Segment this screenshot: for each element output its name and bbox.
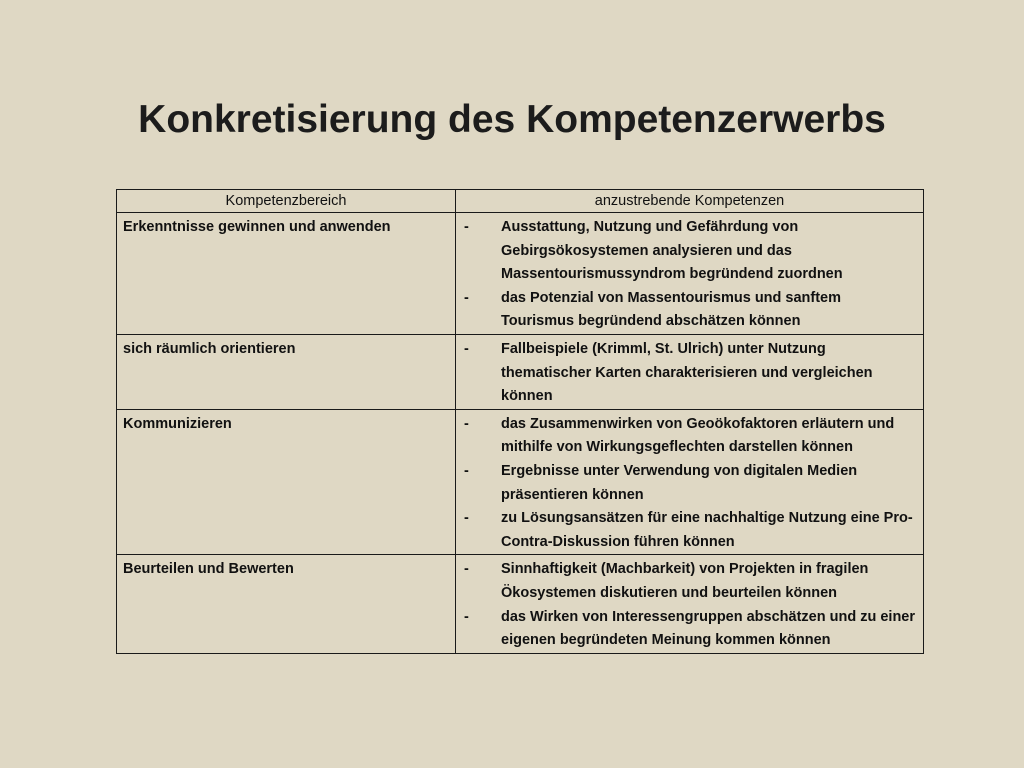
- list-item: [464, 287, 917, 334]
- list-item: [464, 507, 917, 554]
- bullet-dash: -: [464, 415, 469, 432]
- competence-list: [464, 335, 917, 409]
- competence-text: das Zusammenwirken von Geoökofaktoren erläutern und mithilfe von Wirkungsgeflechten darstellen können: [501, 415, 895, 456]
- list-item: [464, 460, 917, 507]
- competence-list: [464, 555, 917, 652]
- competences-cell: [456, 213, 924, 335]
- table-row: [117, 555, 924, 653]
- competences-cell: [456, 409, 924, 555]
- competence-text: das Potenzial von Massentourismus und sanftem Tourismus begründend abschätzen können: [501, 289, 842, 330]
- table-row: [117, 334, 924, 409]
- bullet-dash: -: [464, 340, 469, 357]
- header-competences: anzustrebende Kompetenzen: [456, 190, 924, 213]
- bullet-dash: -: [464, 219, 469, 235]
- competence-list: [464, 410, 917, 555]
- bullet-dash: -: [464, 510, 469, 527]
- area-cell: sich räumlich orientieren: [117, 334, 456, 409]
- header-area: Kompetenzbereich: [117, 190, 456, 213]
- bullet-dash: -: [464, 289, 469, 306]
- competences-cell: [456, 555, 924, 653]
- competences-cell: [456, 334, 924, 409]
- area-cell: Beurteilen und Bewerten: [117, 555, 456, 653]
- table-header-row: [117, 190, 924, 213]
- list-item: [464, 338, 917, 409]
- area-cell: Kommunizieren: [117, 409, 456, 555]
- list-item: [464, 216, 917, 287]
- bullet-dash: -: [464, 462, 469, 479]
- competence-text: zu Lösungsansätzen für eine nachhaltige Nutzung eine Pro-Contra-Diskussion führen können: [501, 510, 913, 550]
- competence-text: Sinnhaftigkeit (Machbarkeit) von Projekten in fragilen Ökosystemen diskutieren und beurteilen können: [501, 561, 869, 601]
- competence-table: [116, 189, 924, 654]
- list-item: [464, 413, 917, 460]
- area-cell: Erkenntnisse gewinnen und anwenden: [117, 213, 456, 335]
- competence-text: das Wirken von Interessengruppen abschätzen und zu einer eigenen begründeten Meinung kommen können: [501, 608, 916, 649]
- competence-text: Ergebnisse unter Verwendung von digitalen Medien präsentieren können: [501, 462, 858, 503]
- table-row: [117, 409, 924, 555]
- slide-title: Konkretisierung des Kompetenzerwerbs: [138, 98, 886, 142]
- competence-text: Ausstattung, Nutzung und Gefährdung von Gebirgsökosystemen analysieren und das Massentourismussyndrom begründend zuordnen: [501, 219, 843, 283]
- bullet-dash: -: [464, 561, 469, 578]
- bullet-dash: -: [464, 608, 469, 625]
- competence-list: [464, 213, 917, 334]
- competence-text: Fallbeispiele (Krimml, St. Ulrich) unter Nutzung thematischer Karten charakterisieren und vergleichen können: [501, 340, 873, 405]
- table-row: [117, 213, 924, 335]
- list-item: [464, 558, 917, 605]
- list-item: [464, 606, 917, 653]
